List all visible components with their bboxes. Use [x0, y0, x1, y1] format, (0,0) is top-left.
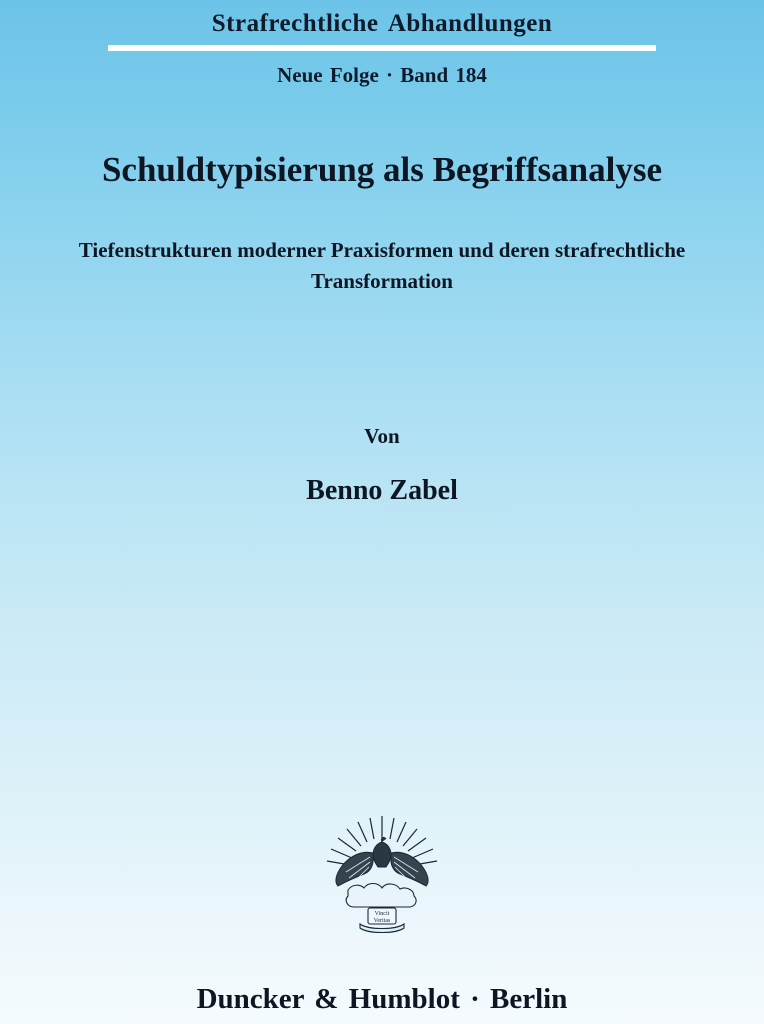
- byline-label: Von: [364, 424, 400, 449]
- svg-text:Vincit: Vincit: [374, 911, 390, 917]
- author-name: Benno Zabel: [306, 475, 458, 507]
- publisher-name: Duncker & Humblot · Berlin: [196, 983, 568, 1015]
- series-divider: [108, 45, 656, 51]
- svg-text:Veritas: Veritas: [373, 918, 391, 924]
- duncker-humblot-eagle-logo: [312, 812, 452, 940]
- series-volume: Neue Folge · Band 184: [277, 63, 487, 87]
- book-subtitle: Tiefenstrukturen moderner Praxisformen und deren strafrechtliche Transformation: [78, 238, 686, 293]
- series-title: Strafrechtliche Abhandlungen: [211, 10, 553, 37]
- page-title: Schuldtypisierung als Begriffsanalyse: [101, 150, 663, 189]
